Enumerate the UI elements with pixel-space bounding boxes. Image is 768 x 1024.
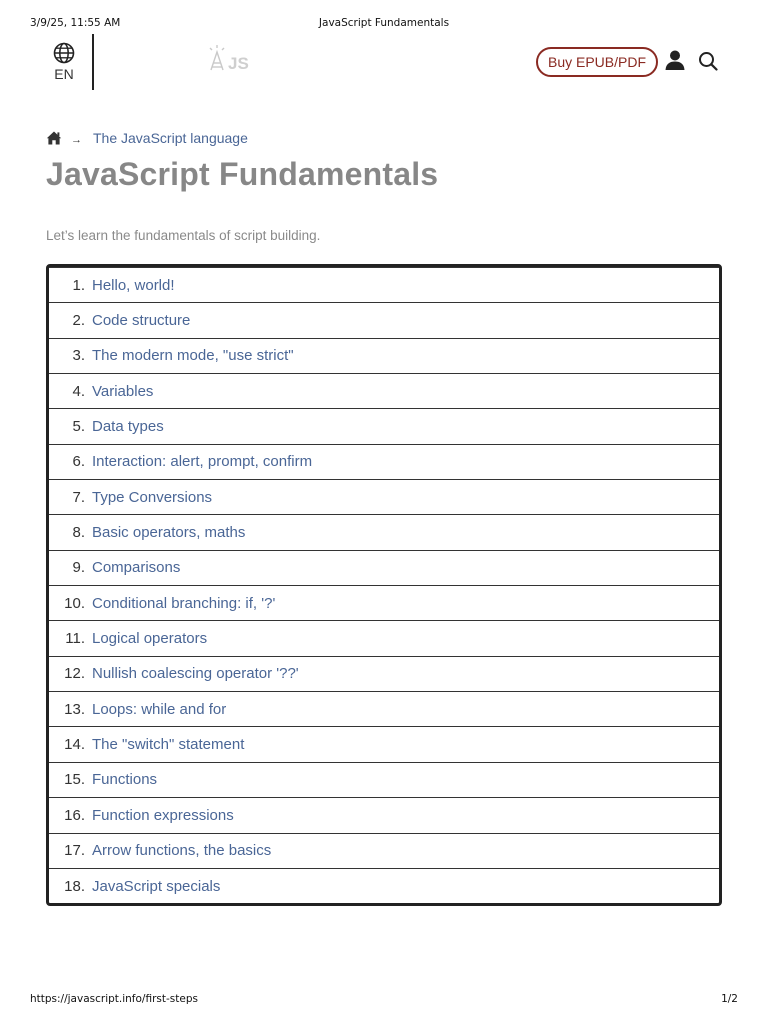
- list-item: [49, 691, 719, 726]
- list-item: [49, 726, 719, 761]
- chapter-link[interactable]: Variables: [92, 382, 154, 400]
- home-icon[interactable]: [46, 130, 62, 146]
- list-item-number: 15.: [64, 771, 85, 789]
- print-datetime: 3/9/25, 11:55 AM: [30, 17, 121, 29]
- list-item: [49, 656, 719, 691]
- list-item: [49, 868, 719, 903]
- list-item: [49, 620, 719, 655]
- list-item-number: 5.: [72, 418, 85, 436]
- list-item-number: 13.: [64, 700, 85, 718]
- print-page-indicator: 1/2: [721, 993, 738, 1005]
- chapter-link[interactable]: Comparisons: [92, 559, 181, 577]
- list-item-number: 6.: [72, 453, 85, 471]
- logo-text: JS: [228, 54, 249, 73]
- breadcrumb-separator: →: [71, 134, 82, 146]
- chapter-link[interactable]: Data types: [92, 418, 164, 436]
- list-item-number: 17.: [64, 842, 85, 860]
- page-intro: Let’s learn the fundamentals of script building.: [46, 228, 321, 243]
- language-switcher[interactable]: [46, 42, 82, 82]
- chapter-link[interactable]: Loops: while and for: [92, 700, 227, 718]
- list-item: [49, 373, 719, 408]
- list-item-number: 18.: [64, 877, 85, 895]
- chapter-link[interactable]: The modern mode, "use strict": [92, 347, 294, 365]
- chapter-link[interactable]: Functions: [92, 771, 158, 789]
- chapter-list: [46, 264, 722, 906]
- list-item-number: 7.: [72, 488, 85, 506]
- chapter-link[interactable]: Conditional branching: if, '?': [92, 594, 276, 612]
- list-item: [49, 338, 719, 373]
- globe-icon: [46, 42, 82, 64]
- list-item-number: 8.: [72, 524, 85, 542]
- chapter-link[interactable]: Type Conversions: [92, 488, 213, 506]
- list-item: [49, 797, 719, 832]
- list-item-number: 11.: [65, 630, 85, 648]
- list-item: [49, 833, 719, 868]
- print-header: [30, 17, 738, 31]
- list-item: [49, 762, 719, 797]
- chapter-link[interactable]: Code structure: [92, 312, 191, 330]
- list-item-number: 3.: [72, 347, 85, 365]
- chapter-link[interactable]: Interaction: alert, prompt, confirm: [92, 453, 313, 471]
- list-item-number: 4.: [72, 382, 85, 400]
- list-item: [49, 444, 719, 479]
- list-item-number: 9.: [72, 559, 85, 577]
- language-label: EN: [54, 66, 74, 82]
- site-header: [0, 34, 768, 90]
- list-item: [49, 550, 719, 585]
- print-footer: [30, 993, 738, 1007]
- buy-epub-pdf-button[interactable]: Buy EPUB/PDF: [536, 47, 658, 77]
- chapter-link[interactable]: Function expressions: [92, 806, 234, 824]
- list-item: [49, 408, 719, 443]
- breadcrumb: [46, 129, 248, 147]
- chapter-link[interactable]: Basic operators, maths: [92, 524, 246, 542]
- chapter-link[interactable]: Nullish coalescing operator '??': [92, 665, 299, 683]
- list-item: [49, 302, 719, 337]
- page-title: JavaScript Fundamentals: [46, 156, 439, 192]
- list-item-number: 12.: [64, 665, 85, 683]
- chapter-link[interactable]: Logical operators: [92, 630, 208, 648]
- breadcrumb-link-javascript-language[interactable]: The JavaScript language: [93, 130, 248, 146]
- list-item-number: 16.: [64, 806, 85, 824]
- search-icon[interactable]: [698, 51, 718, 71]
- chapter-link[interactable]: Hello, world!: [92, 276, 175, 294]
- user-icon[interactable]: [664, 49, 686, 71]
- list-item-number: 2.: [72, 312, 85, 330]
- header-divider: [92, 34, 94, 90]
- list-item: [49, 585, 719, 620]
- list-item: [49, 267, 719, 302]
- chapter-link[interactable]: The "switch" statement: [92, 736, 245, 754]
- print-title: JavaScript Fundamentals: [318, 17, 450, 29]
- list-item-number: 1.: [72, 276, 85, 294]
- list-item: [49, 479, 719, 514]
- chapter-link[interactable]: JavaScript specials: [92, 877, 221, 895]
- print-url: https://javascript.info/first-steps: [30, 993, 198, 1005]
- list-item-number: 10.: [64, 594, 85, 612]
- site-logo[interactable]: [206, 42, 256, 76]
- list-item-number: 14.: [64, 736, 85, 754]
- list-item: [49, 514, 719, 549]
- chapter-link[interactable]: Arrow functions, the basics: [92, 842, 272, 860]
